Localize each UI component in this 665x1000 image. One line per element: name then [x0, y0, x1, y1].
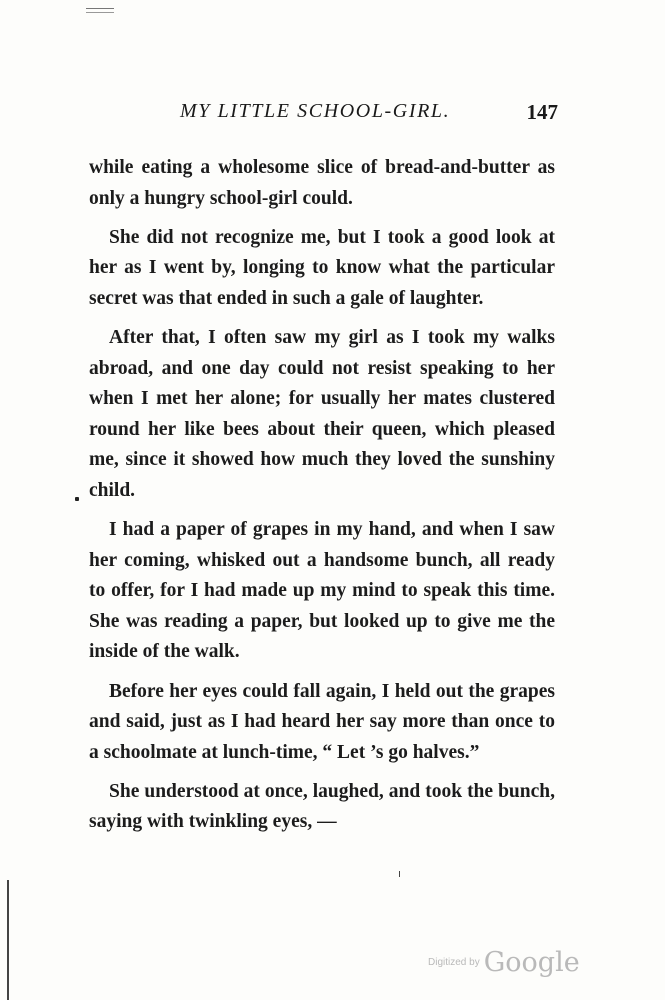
- paragraph: She understood at once, laughed, and took the bunch, saying with twinkling eyes, —: [89, 780, 555, 833]
- paragraph: Before her eyes could fall again, I held out the grapes and said, just as I had heard her say more than once to a schoolmate at lunch-time, “ Let ’s go halves.”: [89, 680, 555, 763]
- running-head: [88, 100, 558, 130]
- margin-ink-mark: [75, 497, 79, 501]
- left-binding-edge: [7, 880, 9, 1000]
- body-text: [89, 153, 555, 846]
- digitization-watermark: [428, 947, 580, 978]
- top-edge-mark: [86, 8, 114, 9]
- top-edge-mark-2: [86, 12, 114, 13]
- paragraph-continued: while eating a wholesome slice of bread-and-butter as only a hungry school-girl could.: [89, 157, 555, 209]
- google-logo: Google: [483, 947, 580, 978]
- page-number: 147: [526, 100, 558, 124]
- paragraph: She did not recognize me, but I took a good look at her as I went by, longing to know what the particular secret was that ended in such a gale of laughter.: [89, 226, 555, 309]
- running-title: MY LITTLE SCHOOL-GIRL.: [180, 100, 451, 122]
- stray-ink-mark: [399, 871, 400, 877]
- paragraph: I had a paper of grapes in my hand, and when I saw her coming, whisked out a handsome bunch, all ready to offer, for I had made up my mind to speak this time. She was reading a paper, but looked up to give me the inside of the walk.: [89, 519, 555, 663]
- paragraph: After that, I often saw my girl as I took my walks abroad, and one day could not resist speaking to her when I met her alone; for usually her mates clustered round her like bees about their queen, which pleased me, since it showed how much they loved the sunshiny child.: [89, 326, 555, 501]
- watermark-prefix: Digitized by: [428, 957, 480, 968]
